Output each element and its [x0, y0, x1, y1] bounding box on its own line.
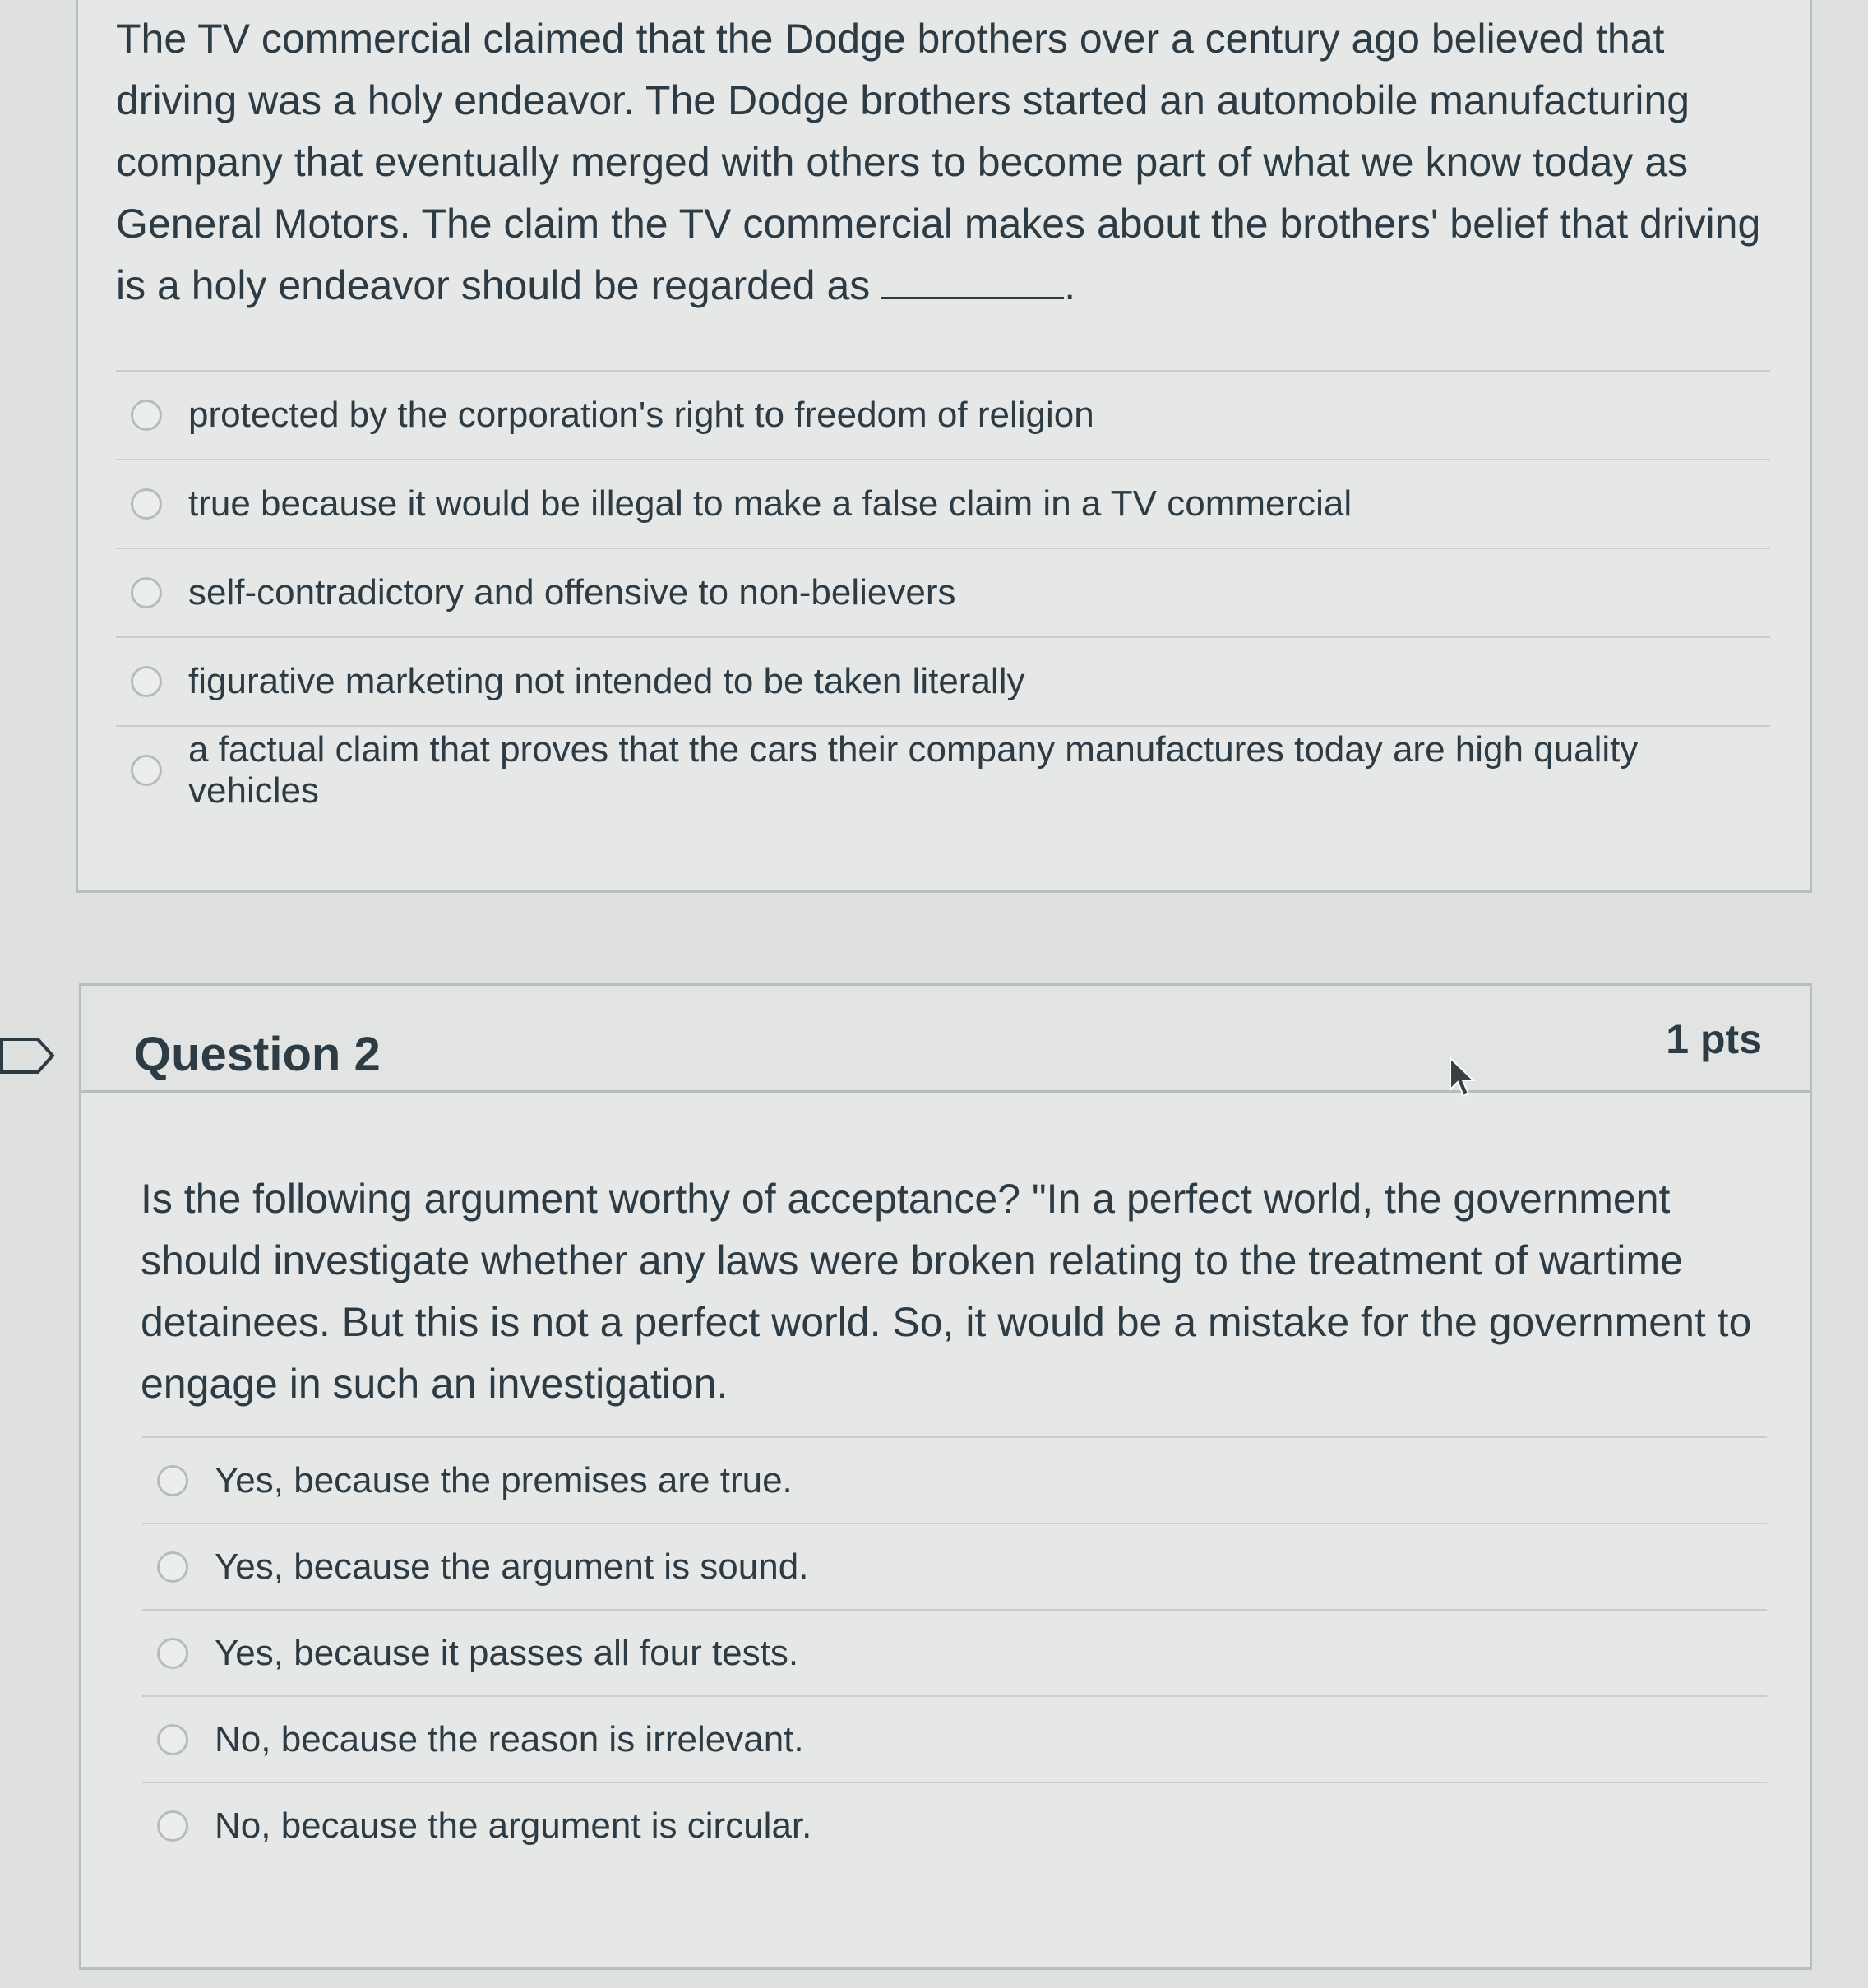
answer-option[interactable]: [116, 638, 1770, 727]
flag-outline-icon[interactable]: [0, 1036, 56, 1075]
radio-button[interactable]: [131, 488, 162, 520]
question-2-header: [81, 986, 1810, 1093]
answer-label: Yes, because the argument is sound.: [215, 1546, 809, 1587]
question-1-answers: [116, 370, 1770, 814]
answer-option[interactable]: [142, 1524, 1767, 1611]
answer-label: Yes, because the premises are true.: [215, 1459, 793, 1500]
answer-option[interactable]: [116, 727, 1770, 814]
answer-label: Yes, because it passes all four tests.: [215, 1632, 799, 1673]
radio-button[interactable]: [157, 1551, 188, 1583]
question-1-prompt-end: .: [1064, 262, 1076, 308]
fill-in-blank: [881, 264, 1064, 299]
radio-button[interactable]: [131, 755, 162, 786]
answer-option[interactable]: [116, 460, 1770, 549]
radio-button[interactable]: [157, 1638, 188, 1669]
question-2-card: [79, 983, 1812, 1970]
question-1-prompt-text: The TV commercial claimed that the Dodge brothers over a century ago believed that driving was a holy endeavor. The Dodge brothers started an automobile manufacturing company that eventually merged with others to become part of what we know today as General Motors. The claim the TV commercial makes about the brothers' belief that driving is a holy endeavor should be regarded as: [116, 16, 1761, 308]
answer-option[interactable]: [116, 549, 1770, 638]
question-1-prompt: [116, 8, 1785, 317]
question-1-card: [76, 0, 1812, 893]
answer-label: protected by the corporation's right to freedom of religion: [188, 395, 1094, 435]
answer-label: self-contradictory and offensive to non-believers: [188, 572, 956, 613]
mouse-pointer-icon: [1449, 1056, 1477, 1099]
answer-option[interactable]: [142, 1611, 1767, 1697]
question-points: 1 pts: [1666, 1016, 1762, 1062]
answer-option[interactable]: [142, 1697, 1767, 1783]
question-2-prompt: Is the following argument worthy of acceptance? "In a perfect world, the government should investigate whether any laws were broken relating to the treatment of wartime detainees. But this is not a perfect world. So, it would be a mistake for the government to engage in such an investigation.: [141, 1176, 1752, 1407]
question-title: Question 2: [134, 1028, 381, 1081]
radio-button[interactable]: [157, 1810, 188, 1842]
answer-label: No, because the reason is irrelevant.: [215, 1718, 804, 1759]
answer-label: true because it would be illegal to make a false claim in a TV commercial: [188, 483, 1352, 524]
answer-label: a factual claim that proves that the cars their company manufactures today are high quality vehicles: [188, 729, 1639, 811]
radio-button[interactable]: [157, 1465, 188, 1496]
question-2-answers: [142, 1436, 1767, 1868]
answer-label: figurative marketing not intended to be taken literally: [188, 661, 1025, 701]
answer-option[interactable]: [116, 370, 1770, 460]
answer-label: No, because the argument is circular.: [215, 1805, 812, 1846]
radio-button[interactable]: [157, 1724, 188, 1755]
radio-button[interactable]: [131, 577, 162, 608]
answer-option[interactable]: [142, 1436, 1767, 1524]
radio-button[interactable]: [131, 400, 162, 431]
radio-button[interactable]: [131, 666, 162, 697]
answer-option[interactable]: [142, 1783, 1767, 1868]
